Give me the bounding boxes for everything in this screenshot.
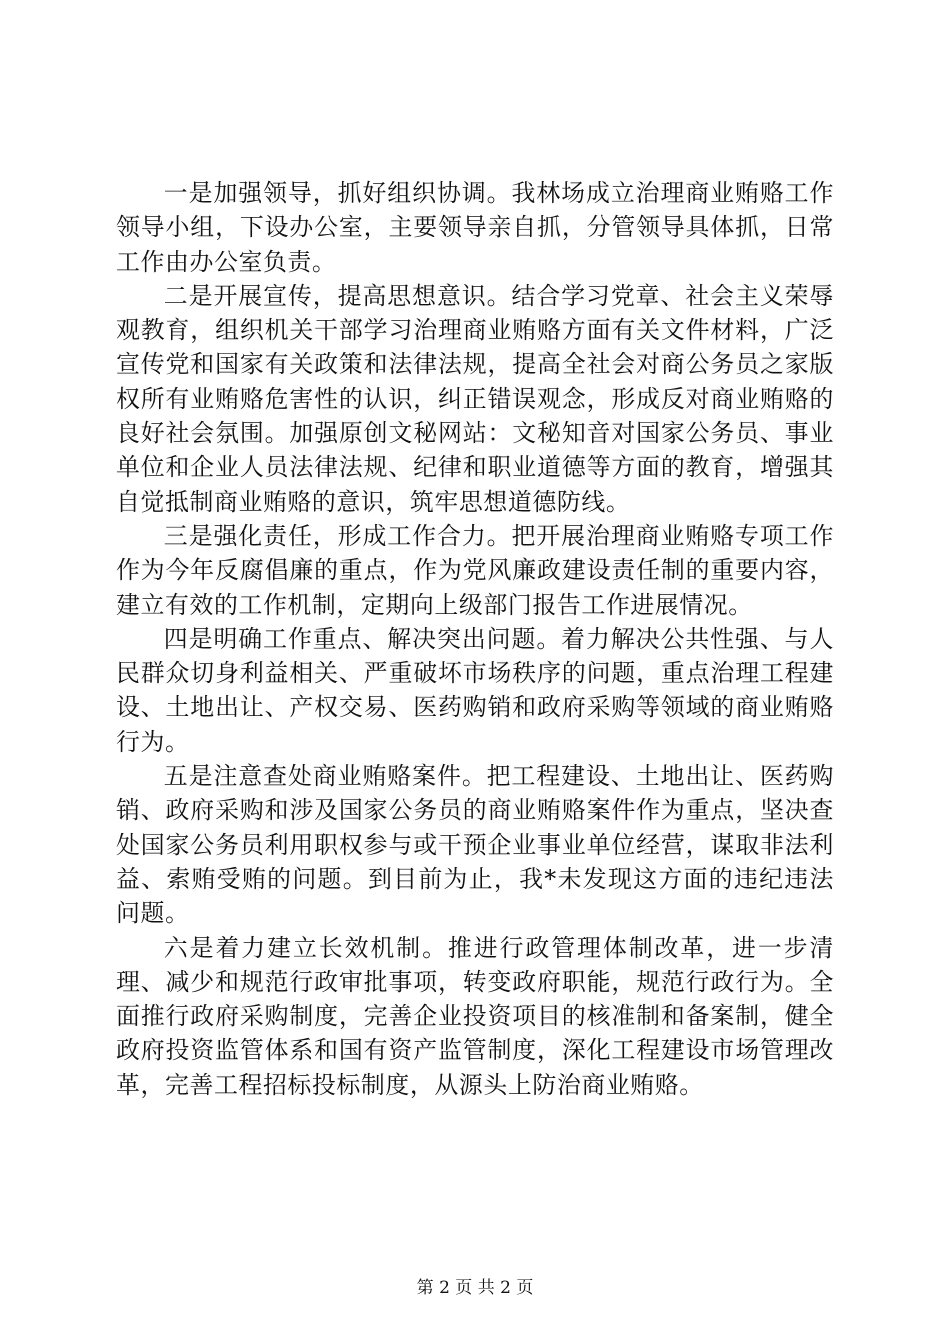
paragraph-3: 三是强化责任，形成工作合力。把开展治理商业贿赂专项工作作为今年反腐倡廉的重点，作为党风廉政建设责任制的重要内容，建立有效的工作机制，定期向上级部门报告工作进展情况。 [116,521,834,619]
paragraph-6: 六是着力建立长效机制。推进行政管理体制改革，进一步清理、减少和规范行政审批事项，转变政府职能，规范行政行为。全面推行政府采购制度，完善企业投资项目的核准制和备案制，健全政府投资监管体系和国有资产监管制度，深化工程建设市场管理改革，完善工程招标投标制度，从源头上防治商业贿赂。 [116,933,834,1099]
paragraph-1: 一是加强领导，抓好组织协调。我林场成立治理商业贿赂工作领导小组，下设办公室，主要领导亲自抓，分管领导具体抓，日常工作由办公室负责。 [116,179,834,276]
paragraph-5: 五是注意查处商业贿赂案件。把工程建设、土地出让、医药购销、政府采购和涉及国家公务员的商业贿赂案件作为重点，坚决查处国家公务员利用职权参与或干预企业事业单位经营，谋取非法利益、索贿受贿的问题。到目前为止，我*未发现这方面的违纪违法问题。 [116,762,834,928]
paragraph-2: 二是开展宣传，提高思想意识。结合学习党章、社会主义荣辱观教育，组织机关干部学习治理商业贿赂方面有关文件材料，广泛宣传党和国家有关政策和法律法规，提高全社会对商公务员之家版权所有业贿赂危害性的认识，纠正错误观念，形成反对商业贿赂的良好社会氛围。加强原创文秘网站：文秘知音对国家公务员、事业单位和企业人员法律法规、纪律和职业道德等方面的教育，增强其自觉抵制商业贿赂的意识，筑牢思想道德防线。 [116,281,834,516]
paragraph-4: 四是明确工作重点、解决突出问题。着力解决公共性强、与人民群众切身利益相关、严重破坏市场秩序的问题，重点治理工程建设、土地出让、产权交易、医药购销和政府采购等领域的商业贿赂行为。 [116,624,834,756]
document-body [116,176,834,1102]
page-number-footer: 第 2 页 共 2 页 [416,1278,534,1298]
